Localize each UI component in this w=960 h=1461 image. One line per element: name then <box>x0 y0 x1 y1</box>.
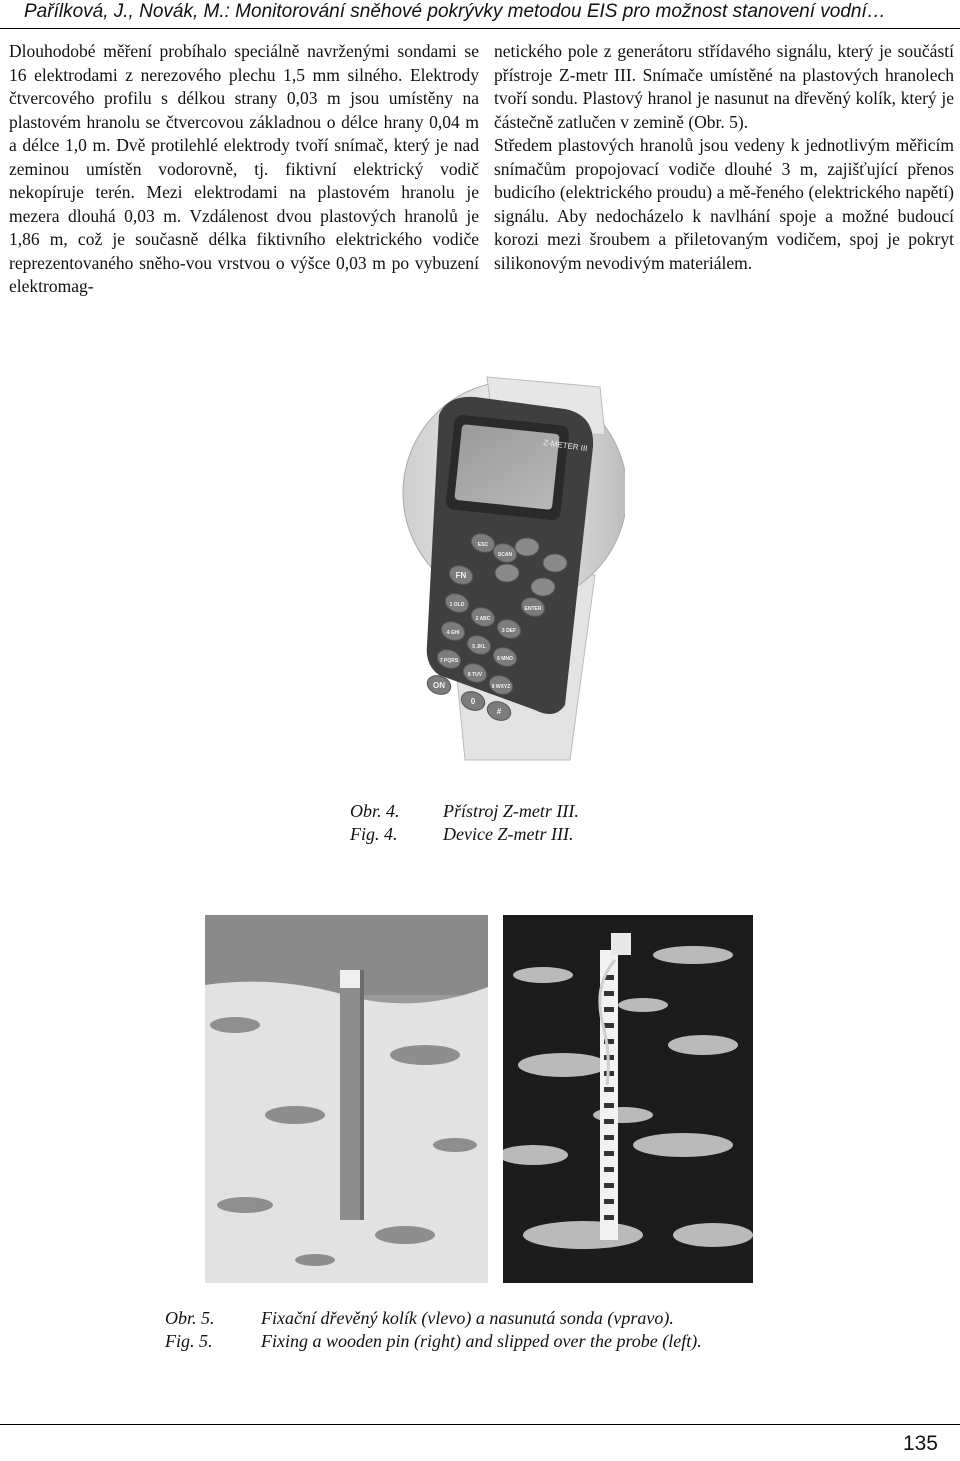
keypad-key-label: 3 DEF <box>501 628 517 634</box>
keypad-key-label: 2 ABC <box>475 616 491 622</box>
keypad-key-label: 8 TUV <box>467 672 483 678</box>
probe-electrode <box>604 1183 614 1188</box>
right-paragraph-1: netického pole z generátoru střídavého signálu, který je součástí přístroje Z-metr III. Snímače umístěné na plastových hranolech tvoří sondu. Plastový hranol je nasunut na dřevěný kolík, který je částečně zatlučen v zemině (Obr. 5). <box>494 41 954 132</box>
probe-electrode <box>604 1023 614 1028</box>
keypad-key-label: ENTER <box>524 606 542 612</box>
keypad-key-label: 6 MNO <box>497 656 513 662</box>
z-meter-device-illustration <box>395 375 625 765</box>
figure-5-label-cz: Obr. 5. <box>165 1308 215 1328</box>
figure-5-caption <box>165 1307 702 1353</box>
probe-electrode <box>604 1007 614 1012</box>
keypad-key-label: SCAN <box>497 552 513 558</box>
figure-5-text-en: Fixing a wooden pin (right) and slipped over the probe (left). <box>261 1331 702 1351</box>
figure-4-text-cz: Přístroj Z-metr III. <box>443 801 579 821</box>
figure-5-wooden-pin-photo <box>205 915 488 1283</box>
keypad-key-label: FN <box>455 571 467 580</box>
device-brand-label: Z-METER III <box>542 438 588 454</box>
figure-5-label-en: Fig. 5. <box>165 1331 213 1351</box>
right-paragraph-2: Středem plastových hranolů jsou vedeny k jednotlivým měřicím snímačům propojovací vodiče dlouhé 3 m, zajišťující přenos budicího (elektrického proudu) a mě-řeného (elektrického napětí) signálu. Aby nedocházelo k navlhání spoje a možné budoucí korozi mezi šroubem a přiletovaným vodičem, spoj je pokryt silikonovým nevodivým materiálem. <box>494 135 954 273</box>
keypad-key-label: 1 OLD <box>449 602 465 608</box>
keypad-blank-key <box>543 554 567 572</box>
probe-electrode <box>604 1199 614 1204</box>
page-number: 135 <box>902 1432 938 1455</box>
figure-4-device-photo <box>395 375 625 765</box>
figure-5-text-cz: Fixační dřevěný kolík (vlevo) a nasunutá sonda (vpravo). <box>261 1308 674 1328</box>
left-paragraph: Dlouhodobé měření probíhalo speciálně navrženými sondami se 16 elektrodami z nerezového plechu 1,5 mm silného. Elektrody čtvercového profilu s délkou strany 0,03 m jsou umístěny na plastovém hranolu se čtvercovou základnou o délce hrany 0,04 m a délce 1,0 m. Dvě protilehlé elektrody tvoří snímač, který je nad zeminou umístěn vodorovně, tj. fiktivní elektrický vodič nekopíruje terén. Mezi elektrodami na plastovém hranolu je mezera dlouhá 0,03 m. Vzdálenost dvou plastových hranolů je 1,86 m, což je současně délka fiktivního elektrického vodiče reprezentovaného sněho-vou vrstvou o výšce 0,03 m po vybuzení elektromag- <box>9 41 479 296</box>
probe-electrode <box>604 1135 614 1140</box>
probe-electrode <box>604 1103 614 1108</box>
probe-electrode <box>604 1119 614 1124</box>
running-title: Pařílková, J., Novák, M.: Monitorování sněhové pokrývky metodou EIS pro možnost stanovení vodní… <box>24 1 886 22</box>
left-column <box>9 40 479 299</box>
keypad-key-label: 5 JKL <box>472 644 486 650</box>
keypad-key-label: ESC <box>477 542 489 548</box>
keypad-blank-key <box>515 538 539 556</box>
keypad-blank-key <box>495 564 519 582</box>
keypad-blank-key <box>531 578 555 596</box>
keypad-key-label: ON <box>433 681 445 690</box>
footer-rule <box>0 1424 960 1461</box>
keypad-key-label: 9 WXYZ <box>491 684 511 690</box>
figure-5-probe-photo <box>503 915 753 1283</box>
running-header <box>0 0 960 29</box>
keypad-key-label: 0 <box>470 697 476 706</box>
keypad-key-label: 7 PQRS <box>439 658 459 664</box>
figure-4-label-cz: Obr. 4. <box>350 801 400 821</box>
probe-electrode <box>604 991 614 996</box>
figure-4-label-en: Fig. 4. <box>350 824 398 844</box>
keypad-key-label: # <box>496 707 502 716</box>
probe-electrode <box>604 1167 614 1172</box>
figure-4-caption <box>350 800 579 846</box>
probe-electrode <box>604 1087 614 1092</box>
right-column <box>494 40 954 275</box>
probe-electrode <box>604 1215 614 1220</box>
keypad-key-label: 4 GHI <box>446 630 460 636</box>
figure-4-text-en: Device Z-metr III. <box>443 824 574 844</box>
probe-electrode <box>604 1151 614 1156</box>
